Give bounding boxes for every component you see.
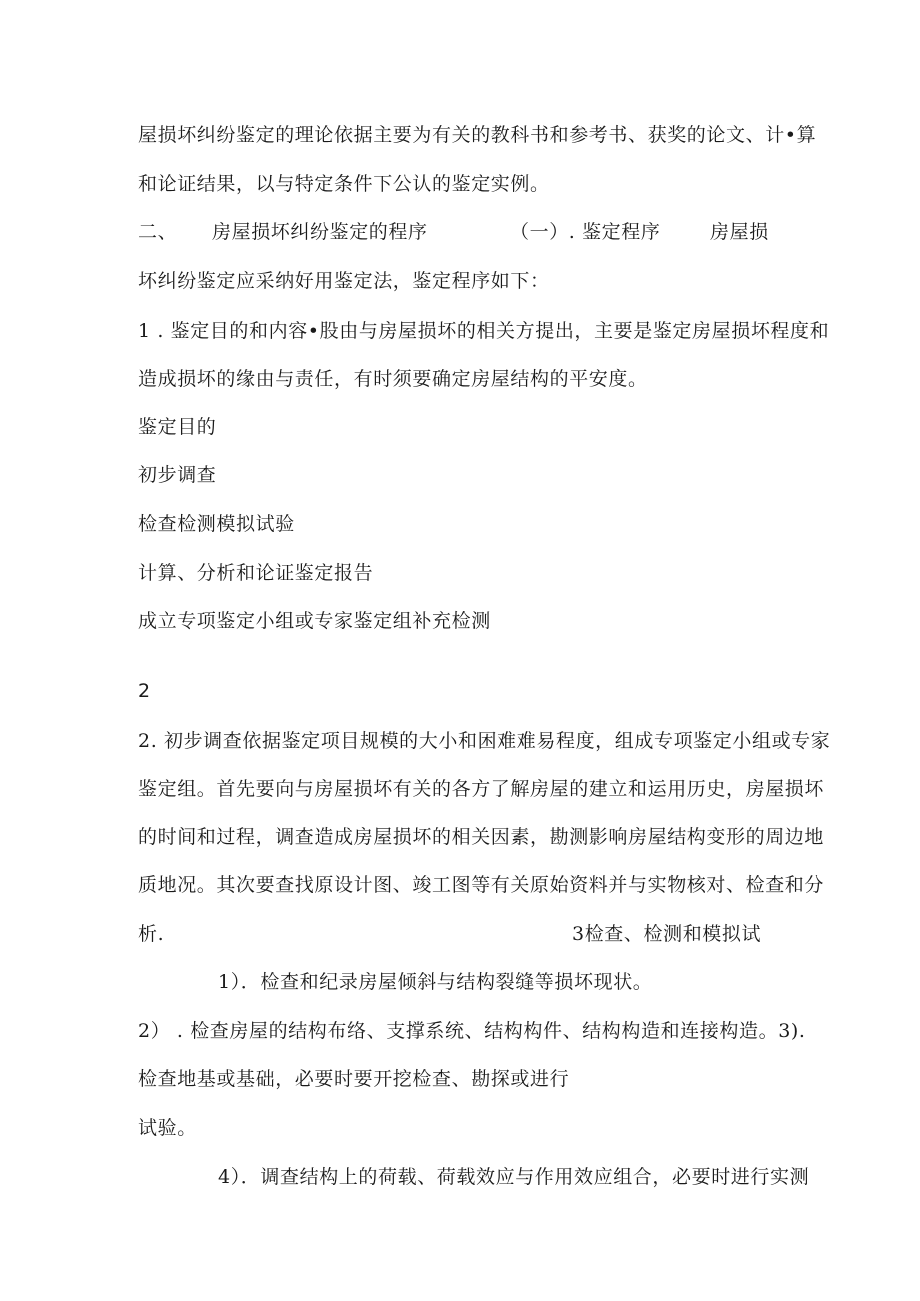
paragraph-line: 和论证结果，以与特定条件下公认的鉴定实例。 — [138, 173, 550, 195]
paragraph-line: 1 . 鉴定目的和内容•股由与房屋损坏的相关方提出，主要是鉴定房屋损坏程度和 — [138, 320, 830, 342]
section-heading: 3检查、检测和模拟试 — [572, 923, 762, 945]
list-item: 1）．检查和纪录房屋倾斜与结构裂缝等损坏现状。 — [218, 971, 653, 993]
paragraph-line: 造成损坏的缘由与责任，有时须要确定房屋结构的平安度。 — [138, 368, 648, 390]
paragraph-line: 试验。 — [138, 1117, 197, 1139]
paragraph-line: 检查地基或基础，必要时要开挖检查、勘探或进行 — [138, 1068, 570, 1090]
flow-step: 初步调查 — [138, 464, 217, 486]
paragraph-line: 2. 初步调查依据鉴定项目规模的大小和困难难易程度，组成专项鉴定小组或专家 — [138, 730, 831, 752]
section-number: 二、 — [138, 221, 178, 243]
section-heading: 房屋损坏纠纷鉴定的程序 — [212, 221, 428, 243]
subsection-heading: （一）. 鉴定程序 — [510, 221, 661, 243]
flow-step: 计算、分析和论证鉴定报告 — [138, 562, 374, 584]
flow-step: 鉴定目的 — [138, 416, 217, 438]
paragraph-line: 的时间和过程，调查造成房屋损坏的相关因素，勘测影响房屋结构变形的周边地 — [138, 826, 825, 848]
paragraph-line: 坏纠纷鉴定应采纳好用鉴定法，鉴定程序如下： — [138, 270, 550, 292]
page-number: 2 — [138, 680, 151, 702]
list-item: 2） . 检查房屋的结构布络、支撑系统、结构构件、结构构造和连接构造。3). — [138, 1020, 806, 1042]
paragraph-line: 析. — [138, 923, 165, 945]
paragraph-line: 质地况。其次要查找原设计图、竣工图等有关原始资料并与实物核对、检查和分 — [138, 874, 825, 896]
list-item: 4）．调查结构上的荷载、荷载效应与作用效应组合，必要时进行实测 — [218, 1166, 810, 1188]
paragraph-line: 屋损坏纠纷鉴定的理论依据主要为有关的教科书和参考书、获奖的论文、计•算 — [138, 124, 817, 146]
paragraph-line: 鉴定组。首先要向与房屋损坏有关的各方了解房屋的建立和运用历史，房屋损坏 — [138, 778, 825, 800]
paragraph-line: 房屋损 — [710, 221, 769, 243]
flow-step: 成立专项鉴定小组或专家鉴定组补充检测 — [138, 610, 491, 632]
flow-step: 检查检测模拟试验 — [138, 513, 295, 535]
